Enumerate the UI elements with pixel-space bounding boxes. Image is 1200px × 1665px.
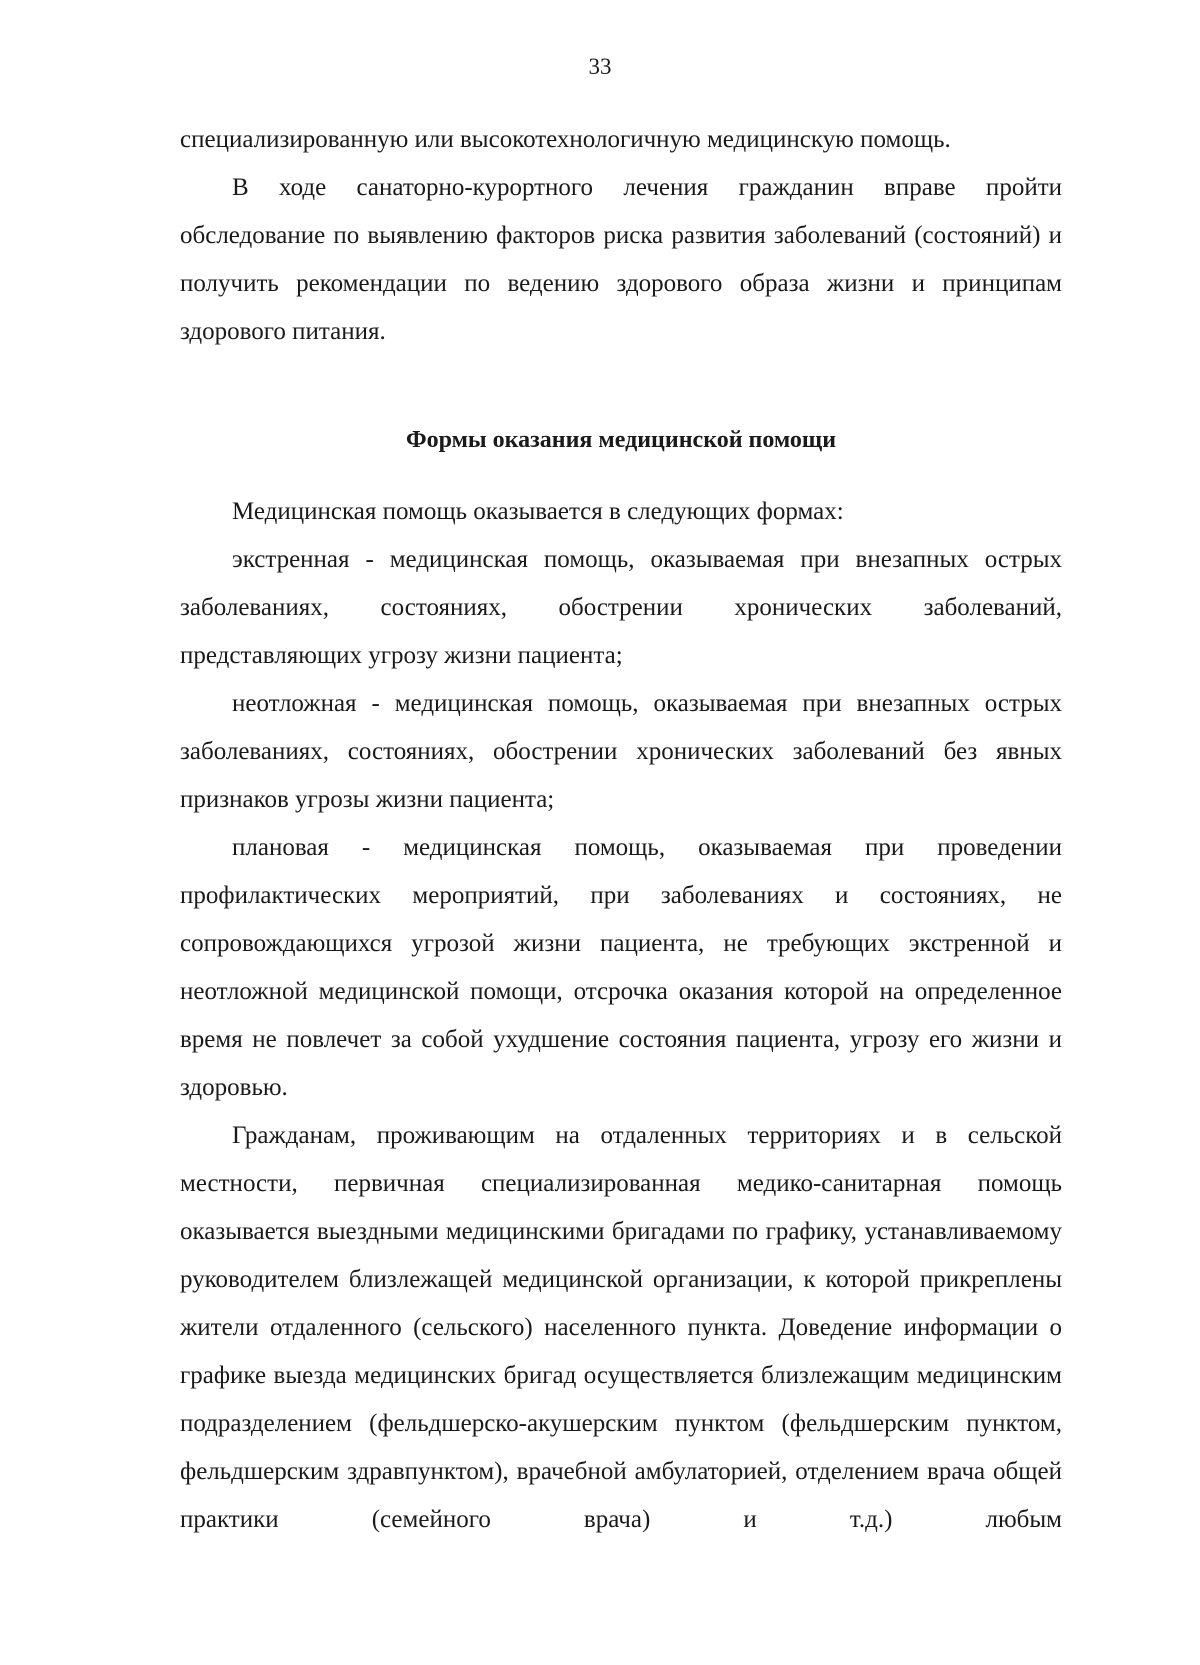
paragraph-continuation: специализированную или высокотехнологичную медицинскую помощь.	[180, 126, 951, 153]
paragraph-sanatorium: В ходе санаторно-курортного лечения гражданин вправе пройти обследование по выявлению факторов риска развития заболеваний (состояний) и получить рекомендации по ведению здорового образа жизни и принципам здорового питания.	[180, 174, 1062, 345]
paragraph-forms-intro: Медицинская помощь оказывается в следующих формах:	[232, 498, 844, 525]
paragraph-remote-areas: Гражданам, проживающим на отдаленных территориях и в сельской местности, первичная специализированная медико-санитарная помощь оказывается выездными медицинскими бригадами по графику, устанавливаемому руководителем близлежащей медицинской организации, к которой прикреплены жители отдаленного (сельского) населенного пункта. Доведение информации о графике выезда медицинских бригад осуществляется близлежащим медицинским подразделением (фельдшерско-акушерским пунктом (фельдшерским пунктом, фельдшерским здравпунктом), врачебной амбулаторией, отделением врача общей практики (семейного врача) и т.д.) любым	[180, 1122, 1062, 1533]
document-body	[180, 116, 1062, 1544]
paragraph-planned: плановая - медицинская помощь, оказываемая при проведении профилактических мероприятий, при заболеваниях и состояниях, не сопровождающихся угрозой жизни пациента, не требующих экстренной и неотложной медицинской помощи, отсрочка оказания которой на определенное время не повлечет за собой ухудшение состояния пациента, угрозу его жизни и здоровью.	[180, 834, 1062, 1101]
paragraph-urgent: неотложная - медицинская помощь, оказываемая при внезапных острых заболеваниях, состояниях, обострении хронических заболеваний без явных признаков угрозы жизни пациента;	[180, 690, 1062, 813]
section-heading: Формы оказания медицинской помощи	[405, 427, 837, 453]
paragraph-emergency: экстренная - медицинская помощь, оказываемая при внезапных острых заболеваниях, состояниях, обострении хронических заболеваний, представляющих угрозу жизни пациента;	[180, 546, 1062, 669]
page-number: 33	[588, 54, 612, 79]
